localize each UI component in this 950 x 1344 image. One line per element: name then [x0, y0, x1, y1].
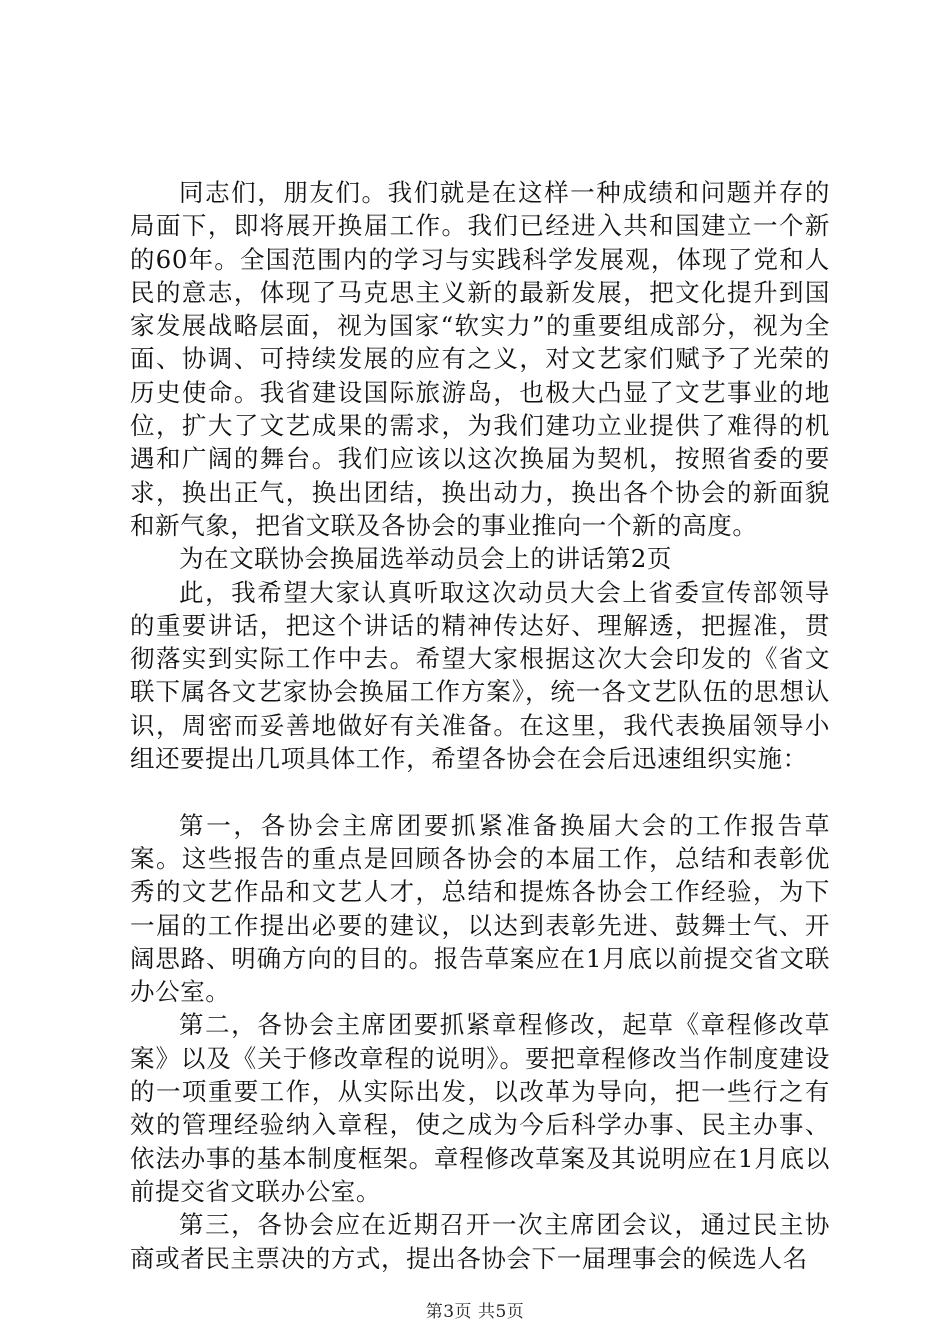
- paragraph-item-3: 第三，各协会应在近期召开一次主席团会议，通过民主协商或者民主票决的方式，提出各协会下一届理事会的候选人名: [130, 1210, 830, 1273]
- paragraph-intro: 同志们，朋友们。我们就是在这样一种成绩和问题并存的局面下，即将展开换届工作。我们已经进入共和国建立一个新的60年。全国范围内的学习与实践科学发展观，体现了党和人民的意志，体现了马克思主义新的最新发展，把文化提升到国家发展战略层面，视为国家“软实力”的重要组成部分，视为全面、协调、可持续发展的应有之义，对文艺家们赋予了光荣的历史使命。我省建设国际旅游岛，也极大凸显了文艺事业的地位，扩大了文艺成果的需求，为我们建功立业提供了难得的机遇和广阔的舞台。我们应该以这次换届为契机，按照省委的要求，换出正气，换出团结，换出动力，换出各个协会的新面貌和新气象，把省文联及各协会的事业推向一个新的高度。: [130, 178, 830, 540]
- page-footer: 第3页 共5页: [425, 1302, 525, 1322]
- paragraph-gap: [130, 775, 830, 808]
- paragraph-continuation: 此，我希望大家认真听取这次动员大会上省委宣传部领导的重要讲话，把这个讲话的精神传达好、理解透，把握准，贯彻落实到实际工作中去。希望大家根据这次大会印发的《省文联下属各文艺家协会换届工作方案》，统一各文艺队伍的思想认识，周密而妥善地做好有关准备。在这里，我代表换届领导小组还要提出几项具体工作，希望各协会在会后迅速组织实施：: [130, 577, 830, 774]
- page-continuation-heading: 为在文联协会换届选举动员会上的讲话第2页: [179, 544, 673, 574]
- document-body: [130, 176, 830, 1275]
- paragraph-item-1: 第一，各协会主席团要抓紧准备换届大会的工作报告草案。这些报告的重点是回顾各协会的本届工作，总结和表彰优秀的文艺作品和文艺人才，总结和提炼各协会工作经验，为下一届的工作提出必要的建议，以达到表彰先进、鼓舞士气、开阔思路、明确方向的目的。报告草案应在1月底以前提交省文联办公室。: [130, 810, 830, 1007]
- paragraph-item-2: 第二，各协会主席团要抓紧章程修改，起草《章程修改草案》以及《关于修改章程的说明》。要把章程修改当作制度建设的一项重要工作，从实际出发，以改革为导向，把一些行之有效的管理经验纳入章程，使之成为今后科学办事、民主办事、依法办事的基本制度框架。章程修改草案及其说明应在1月底以前提交省文联办公室。: [130, 1010, 830, 1206]
